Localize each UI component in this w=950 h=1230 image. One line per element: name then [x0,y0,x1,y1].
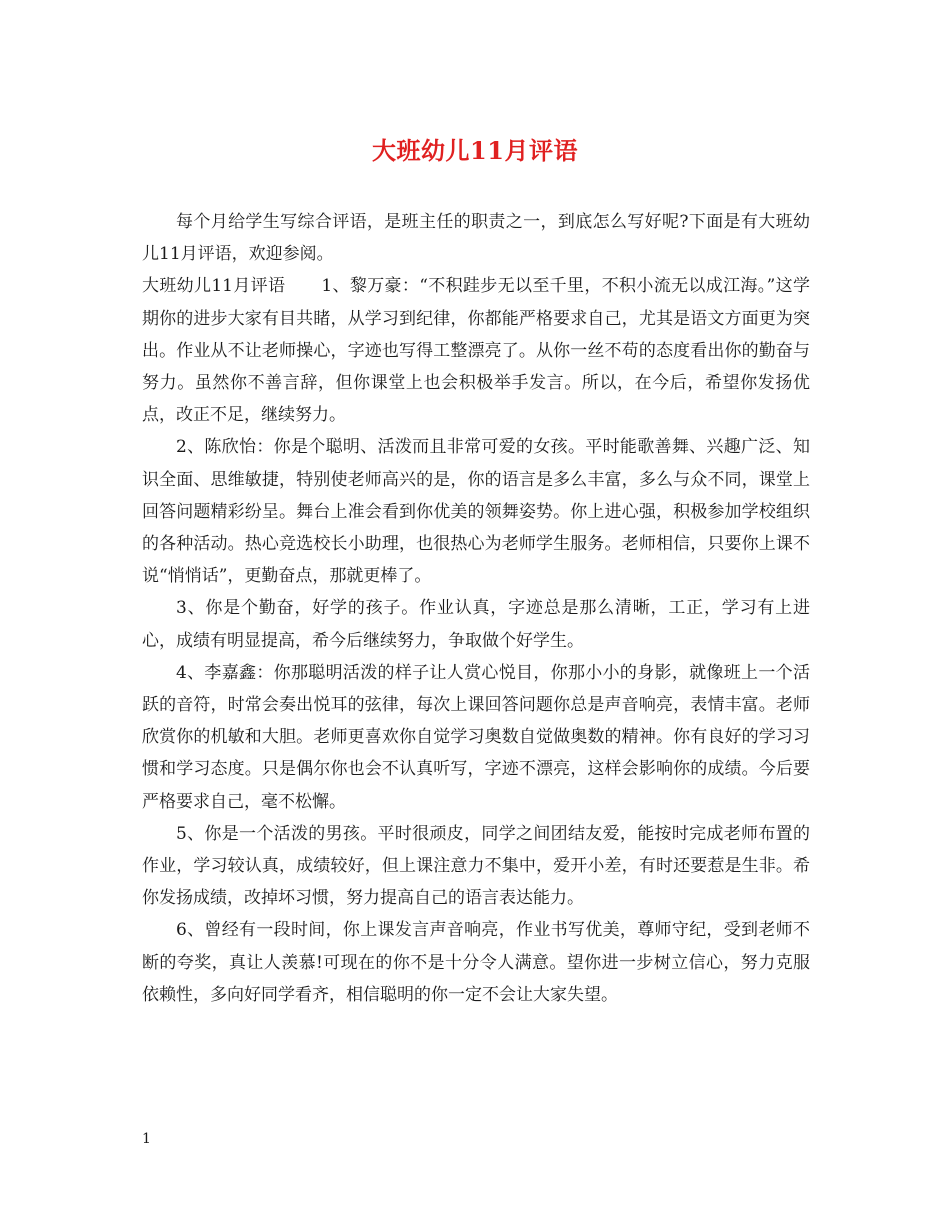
intro-paragraph: 每个月给学生写综合评语，是班主任的职责之一，到底怎么写好呢?下面是有大班幼儿11月评语，欢迎参阅。 [142,212,810,265]
page-number: 1 [142,1131,151,1147]
document-title: 大班幼儿11月评语 [372,136,578,165]
document-body [142,206,810,1011]
paragraph-6: 6、曾经有一段时间，你上课发言声音响亮，作业书写优美，尊师守纪，受到老师不断的夸奖，真让人羡慕!可现在的你不是十分令人满意。望你进一步树立信心，努力克服依赖性，多向好同学看齐，相信聪明的你一定不会让大家失望。 [142,920,810,1005]
paragraph-3: 3、你是个勤奋，好学的孩子。作业认真，字迹总是那么清晰，工正，学习有上进心，成绩有明显提高，希今后继续努力，争取做个好学生。 [142,598,810,651]
paragraph-4: 4、李嘉鑫：你那聪明活泼的样子让人赏心悦目，你那小小的身影，就像班上一个活跃的音符，时常会奏出悦耳的弦律，每次上课回答问题你总是声音响亮，表情丰富。老师欣赏你的机敏和大胆。老师更喜欢你自觉学习奥数自觉做奥数的精神。你有良好的学习习惯和学习态度。只是偶尔你也会不认真听写，字迹不漂亮，这样会影响你的成绩。今后要严格要求自己，毫不松懈。 [142,662,810,812]
paragraph-1 [142,270,810,431]
paragraph-5: 5、你是一个活泼的男孩。平时很顽皮，同学之间团结友爱，能按时完成老师布置的作业，学习较认真，成绩较好，但上课注意力不集中，爱开小差，有时还要惹是生非。希你发扬成绩，改掉坏习惯，努力提高自己的语言表达能力。 [142,823,810,909]
inline-heading: 大班幼儿11月评语 [142,276,286,297]
paragraph-1-text: 1、黎万豪：“不积跬步无以至千里，不积小流无以成江海。”这学期你的进步大家有目共睹，从学习到纪律，你都能严格要求自己，尤其是语文方面更为突出。作业从不让老师操心，字迹也写得工整漂亮了。从你一丝不苟的态度看出你的勤奋与努力。虽然你不善言辞，但你课堂上也会积极举手发言。所以，在今后，希望你发扬优点，改正不足，继续努力。 [142,276,810,426]
paragraph-2: 2、陈欣怡：你是个聪明、活泼而且非常可爱的女孩。平时能歌善舞、兴趣广泛、知识全面、思维敏捷，特别使老师高兴的是，你的语言是多么丰富，多么与众不同，课堂上回答问题精彩纷呈。舞台上准会看到你优美的领舞姿势。你上进心强，积极参加学校组织的各种活动。热心竞选校长小助理，也很热心为老师学生服务。老师相信，只要你上课不说“悄悄话”，更勤奋点，那就更棒了。 [142,437,810,587]
